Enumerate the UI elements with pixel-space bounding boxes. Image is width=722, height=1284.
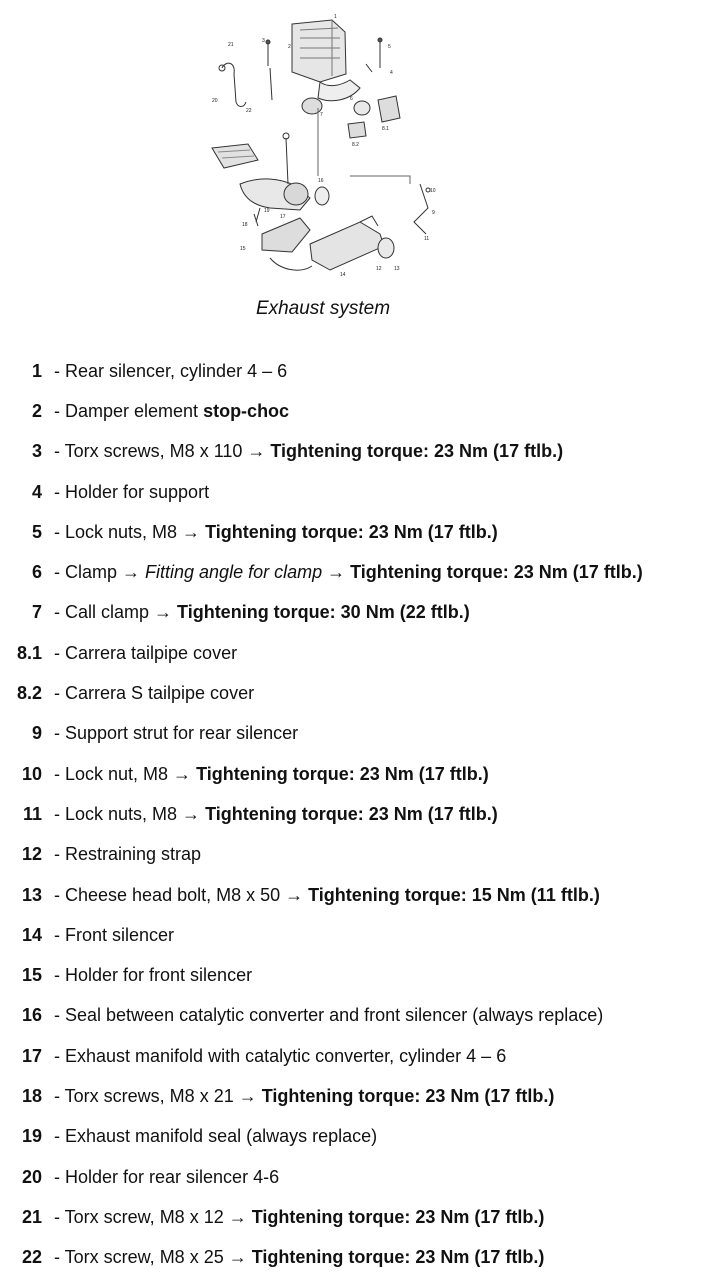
description-text: - Rear silencer, cylinder 4 – 6 (54, 360, 288, 381)
item-description (42, 1046, 506, 1067)
description-text: - Front silencer (54, 924, 175, 945)
item-number: 22 (21, 1247, 42, 1268)
description-text: - Damper element (54, 400, 204, 421)
parts-legend (0, 351, 722, 1278)
callout-6: 6 (350, 96, 353, 102)
legend-item (0, 593, 722, 633)
torque-spec: Tightening torque: 23 Nm (17 ftlb.) (205, 521, 498, 542)
item-description (42, 925, 174, 946)
legend-item (0, 955, 722, 995)
item-description (42, 482, 209, 503)
description-text: - Support strut for rear silencer (54, 723, 299, 744)
callout-11: 11 (424, 236, 430, 242)
item-description (42, 804, 498, 825)
item-number: 16 (21, 1005, 42, 1026)
item-description (42, 1207, 544, 1228)
torque-spec: Tightening torque: 23 Nm (17 ftlb.) (261, 1085, 555, 1106)
legend-item (0, 552, 722, 592)
item-description (42, 1005, 603, 1026)
callout-16: 16 (318, 178, 324, 184)
description-text: - Torx screws, M8 x 21 → (54, 1085, 262, 1106)
description-text: - Carrera S tailpipe cover (54, 683, 255, 704)
item-description (42, 361, 287, 382)
description-text: - Restraining strap (54, 844, 202, 865)
description-text: - Seal between catalytic converter and front silencer (always replace) (54, 1005, 604, 1026)
description-text: - Lock nut, M8 → (54, 763, 197, 784)
callout-20: 20 (212, 98, 218, 104)
description-text: - Lock nuts, M8 → (54, 803, 206, 824)
item-number: 14 (21, 924, 42, 945)
legend-item (0, 996, 722, 1036)
torque-spec: Tightening torque: 23 Nm (17 ftlb.) (350, 562, 643, 583)
legend-item (0, 754, 722, 794)
legend-item (0, 1238, 722, 1278)
callout-10: 10 (430, 188, 436, 194)
legend-item (0, 835, 722, 875)
callout-18: 18 (242, 222, 248, 228)
legend-item (0, 915, 722, 955)
description-text: - Torx screw, M8 x 25 → (54, 1247, 252, 1268)
item-number: 21 (21, 1206, 42, 1227)
description-text: - Holder for front silencer (54, 965, 253, 986)
callout-22: 22 (246, 108, 252, 114)
item-description (42, 1247, 544, 1268)
item-description (42, 1126, 377, 1147)
torque-spec: Tightening torque: 23 Nm (17 ftlb.) (251, 1206, 545, 1227)
torque-spec: Tightening torque: 23 Nm (17 ftlb.) (251, 1247, 545, 1268)
torque-spec: Tightening torque: 30 Nm (22 ftlb.) (177, 602, 470, 623)
legend-item (0, 391, 722, 431)
callout-8-1: 8.1 (382, 126, 389, 132)
description-text: - Exhaust manifold seal (always replace) (54, 1126, 378, 1147)
legend-item (0, 875, 722, 915)
description-text: - Clamp → (54, 562, 146, 583)
callout-7: 7 (320, 112, 323, 118)
item-description (42, 522, 498, 543)
item-number: 5 (31, 521, 42, 542)
legend-item (0, 1157, 722, 1197)
legend-item (0, 1036, 722, 1076)
item-description (42, 602, 470, 623)
description-text: - Torx screws, M8 x 110 → (54, 441, 271, 462)
item-description (42, 723, 298, 744)
legend-item (0, 472, 722, 512)
item-description (42, 885, 600, 906)
item-number: 4 (31, 481, 42, 502)
legend-item (0, 673, 722, 713)
item-number: 9 (31, 723, 42, 744)
legend-item (0, 512, 722, 552)
legend-item (0, 432, 722, 472)
description-text: - Torx screw, M8 x 12 → (54, 1206, 252, 1227)
item-number: 1 (31, 360, 42, 381)
exhaust-diagram-drawing (200, 8, 450, 290)
description-text: - Holder for rear silencer 4-6 (54, 1166, 280, 1187)
item-description (42, 562, 643, 583)
item-number: 3 (31, 441, 42, 462)
item-number: 11 (22, 803, 42, 824)
callout-5: 5 (388, 44, 391, 50)
item-number: 19 (21, 1126, 42, 1147)
item-number: 7 (31, 602, 42, 623)
callout-15: 15 (240, 246, 246, 252)
callout-3: 3 (262, 38, 265, 44)
item-number: 13 (21, 884, 42, 905)
reference-link-text: Fitting angle for clamp (145, 562, 323, 583)
item-description (42, 683, 254, 704)
callout-21: 21 (228, 42, 234, 48)
description-text: - Call clamp → (54, 602, 178, 623)
item-description (42, 1086, 554, 1107)
legend-item (0, 633, 722, 673)
item-description (42, 965, 252, 986)
legend-item (0, 351, 722, 391)
legend-item (0, 1076, 722, 1116)
item-number: 8.2 (16, 683, 42, 704)
item-number: 20 (21, 1166, 42, 1187)
legend-item (0, 1117, 722, 1157)
item-description (42, 844, 201, 865)
callout-8-2: 8.2 (352, 142, 359, 148)
legend-item (0, 794, 722, 834)
item-number: 12 (21, 844, 42, 865)
callout-4: 4 (390, 70, 393, 76)
legend-item (0, 1197, 722, 1237)
item-description (42, 643, 237, 664)
description-text: → (322, 562, 351, 583)
item-number: 18 (21, 1085, 42, 1106)
description-text: - Exhaust manifold with catalytic converter, cylinder 4 – 6 (54, 1045, 507, 1066)
item-description (42, 764, 489, 785)
description-text: - Holder for support (54, 481, 210, 502)
callout-1: 1 (334, 14, 337, 20)
torque-spec: stop-choc (203, 400, 290, 421)
item-number: 10 (21, 763, 42, 784)
item-number: 15 (21, 965, 42, 986)
torque-spec: Tightening torque: 23 Nm (17 ftlb.) (270, 441, 564, 462)
description-text: - Cheese head bolt, M8 x 50 → (54, 884, 309, 905)
item-description (42, 401, 289, 422)
callout-2: 2 (288, 44, 291, 50)
item-description (42, 1167, 279, 1188)
exhaust-system-diagram (200, 8, 450, 290)
legend-item (0, 714, 722, 754)
callout-19: 19 (264, 208, 270, 214)
callout-13: 13 (394, 266, 400, 272)
item-number: 17 (21, 1045, 42, 1066)
torque-spec: Tightening torque: 15 Nm (11 ftlb.) (308, 884, 600, 905)
torque-spec: Tightening torque: 23 Nm (17 ftlb.) (205, 803, 498, 824)
description-text: - Carrera tailpipe cover (54, 642, 238, 663)
item-number: 6 (31, 562, 42, 583)
item-number: 8.1 (16, 642, 42, 663)
torque-spec: Tightening torque: 23 Nm (17 ftlb.) (196, 763, 489, 784)
description-text: - Lock nuts, M8 → (54, 521, 206, 542)
figure-caption: Exhaust system (255, 298, 391, 319)
callout-9: 9 (432, 210, 435, 216)
item-number: 2 (31, 400, 42, 421)
callout-14: 14 (340, 272, 346, 278)
callout-12: 12 (376, 266, 382, 272)
callout-17: 17 (280, 214, 286, 220)
item-description (42, 441, 563, 462)
